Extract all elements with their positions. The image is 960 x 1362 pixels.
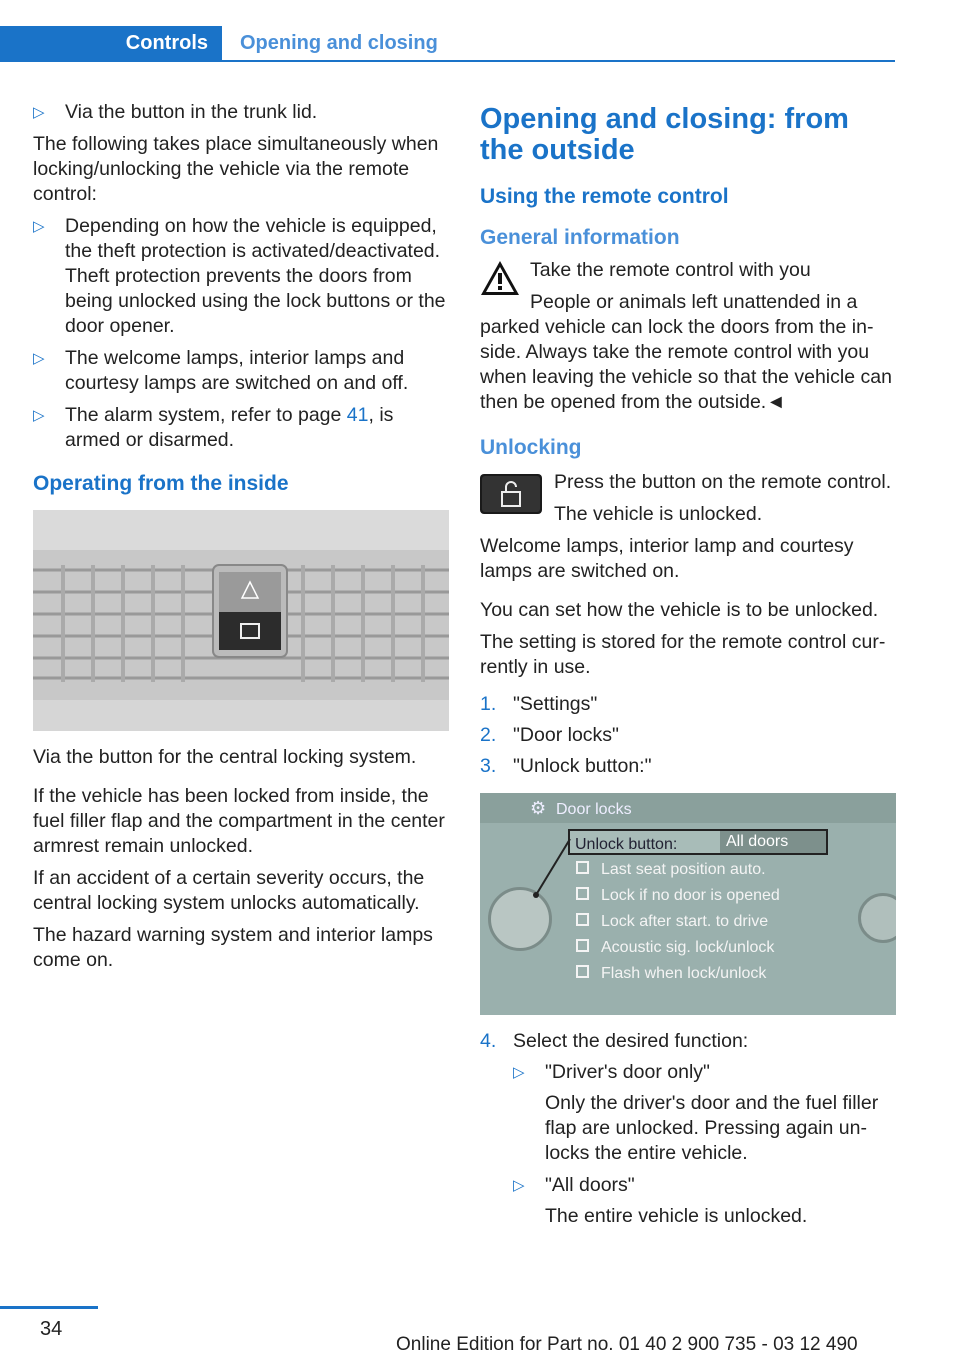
paragraph: Welcome lamps, interior lamp and courtesy lamps are switched on.	[480, 535, 854, 582]
subsection-heading: General information	[480, 226, 680, 249]
list-item: ▷ The welcome lamps, interior lamps and courtesy lamps are switched on and off.	[33, 347, 409, 394]
subsection-tab[interactable]: Opening and closing	[240, 31, 438, 54]
triangle-bullet-icon: ▷	[33, 407, 45, 424]
section-heading: Using the remote control	[480, 185, 729, 208]
warning-triangle-icon	[480, 260, 520, 303]
settings-gear-icon: ⚙	[530, 798, 547, 818]
triangle-bullet-icon: ▷	[513, 1064, 525, 1081]
list-item[interactable]: Last seat position auto.	[576, 857, 780, 883]
section-heading: Operating from the inside	[33, 472, 289, 495]
unlock-button-row[interactable]: Unlock button: All doors	[568, 829, 828, 855]
list-item: ▷ The alarm system, refer to page 41, is armed or disarmed.	[33, 404, 394, 451]
list-item[interactable]: Flash when lock/unlock	[576, 961, 780, 987]
list-item: ▷ "Driver's door only" Only the driver's door and the fuel filler flap are unlocked. Pressing again un-locks the entire vehicle.	[513, 1061, 879, 1164]
paragraph: The vehicle is unlocked.	[554, 503, 763, 525]
sub-list	[480, 1060, 896, 1229]
list-item[interactable]: Lock if no door is opened	[576, 883, 780, 909]
triangle-bullet-icon: ▷	[513, 1177, 525, 1194]
warning-body: People or animals left unattended in a parked vehicle can lock the doors from the in-side. Always take the remote control with you when leaving the vehicle so that the vehicle can then be opened from the outside.◄	[480, 291, 892, 413]
list-item[interactable]: Lock after start. to drive	[576, 909, 780, 935]
step-item: 2. "Door locks"	[480, 724, 619, 746]
paragraph: The following takes place simultaneously when locking/unlocking the vehicle via the remote control:	[33, 133, 439, 205]
page-link[interactable]: 41	[346, 404, 369, 426]
central-locking-photo	[33, 510, 449, 731]
list-item: ▷ "All doors" The entire vehicle is unlocked.	[513, 1174, 808, 1227]
subsection-heading: Unlocking	[480, 436, 582, 459]
section-tab[interactable]: Controls	[0, 26, 222, 60]
step-item: 1. "Settings"	[480, 693, 598, 715]
unlock-row	[480, 470, 896, 527]
triangle-bullet-icon: ▷	[33, 218, 45, 235]
left-column	[33, 100, 449, 980]
triangle-bullet-icon: ▷	[33, 104, 45, 121]
photo-caption: Via the button for the central locking system.	[33, 746, 417, 768]
warning-title: Take the remote control with you	[530, 259, 811, 281]
page-number: 34	[40, 1318, 63, 1340]
step-item: 3. "Unlock button:"	[480, 755, 652, 777]
step-item: 4. Select the desired function:	[480, 1030, 749, 1052]
paragraph: If an accident of a certain severity occurs, the central locking system unlocks automatically.	[33, 867, 425, 914]
online-edition: Online Edition for Part no. 01 40 2 900 735 - 03 12 490	[396, 1334, 858, 1355]
paragraph: The hazard warning system and interior lamps come on.	[33, 924, 433, 971]
list-item: ▷ Depending on how the vehicle is equipped, the theft protection is activated/deactivated. Theft protection prevents the doors from being unlocked using the lock buttons or the door opener.	[33, 215, 446, 337]
paragraph: You can set how the vehicle is to be unlocked.	[480, 599, 879, 621]
door-locks-screen	[480, 793, 896, 1015]
triangle-bullet-icon: ▷	[33, 350, 45, 367]
chapter-title: Opening and closing: from the outside	[480, 103, 849, 166]
footer-rule	[0, 1306, 98, 1309]
screen-title: Door locks	[556, 801, 632, 818]
unlock-button-icon	[480, 474, 542, 521]
list-item[interactable]: Acoustic sig. lock/unlock	[576, 935, 780, 961]
paragraph: If the vehicle has been locked from inside, the fuel filler flap and the compartment in the center armrest remain unlocked.	[33, 785, 445, 857]
right-column	[480, 100, 896, 1236]
list-item: ▷ Via the button in the trunk lid.	[33, 101, 318, 123]
warning-box	[480, 258, 896, 308]
paragraph: Press the button on the remote control.	[554, 471, 892, 493]
paragraph: The setting is stored for the remote control cur-rently in use.	[480, 631, 886, 678]
page-header	[0, 26, 895, 62]
